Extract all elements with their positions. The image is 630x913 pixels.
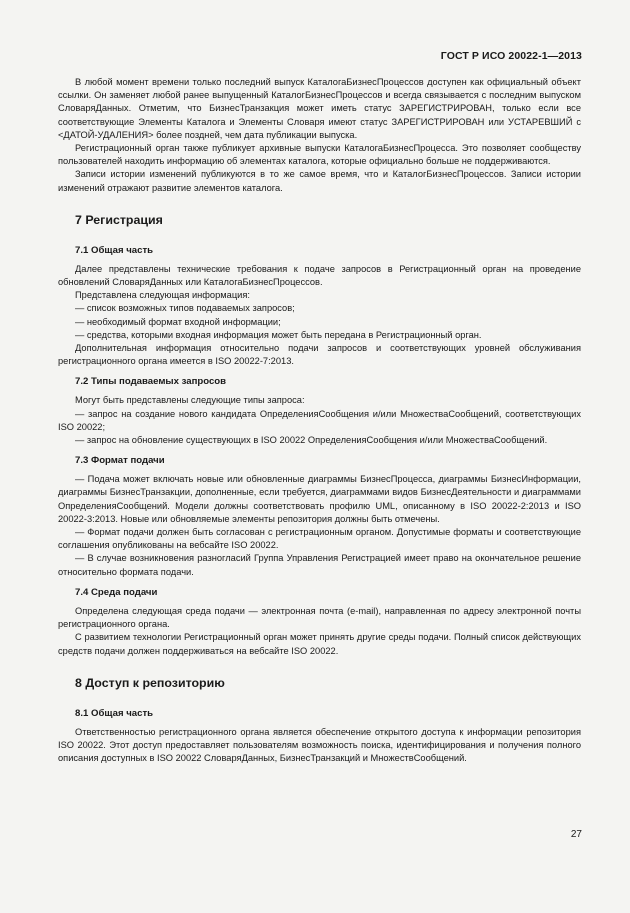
subsection-heading-7-1: 7.1 Общая часть bbox=[75, 244, 154, 256]
paragraph: Дополнительная информация относительно подачи запросов и соответствующих уровней обслуживания регистрационного органа имеется в ISO 20022-7:2013. bbox=[58, 343, 581, 367]
list-item: — запрос на обновление существующих в ISO 20022 ОпределенияСообщения и/или МножестваСообщений. bbox=[75, 435, 548, 446]
paragraph: Далее представлены технические требования к подаче запросов в Регистрационный орган на проведение обновлений СловаряДанных или КаталогаБизнесПроцессов. bbox=[58, 263, 581, 288]
paragraph: Могут быть представлены следующие типы запроса: bbox=[75, 395, 305, 406]
list-item: — В случае возникновения разногласий Группа Управления Регистрацией имеет право на окончательное решение относительно формата подачи. bbox=[58, 553, 581, 577]
list-item: — Формат подачи должен быть согласован с регистрационным органом. Допустимые форматы и соответствующие соглашения опубликованы на вебсайте ISO 20022. bbox=[58, 527, 581, 551]
page-header: ГОСТ Р ИСО 20022-1—2013 bbox=[440, 50, 582, 62]
paragraph: С развитием технологии Регистрационный орган может принять другие среды подачи. Полный список действующих средств подачи должен поддерживаться на вебсайте ISO 20022. bbox=[58, 632, 581, 656]
list-item: — список возможных типов подаваемых запросов; bbox=[75, 303, 295, 314]
paragraph: Регистрационный орган также публикует архивные выпуски КаталогаБизнесПроцесса. Это позволяет сообществу пользователей находить информацию об элементах каталога, которые официально больше не поддерживаются. bbox=[58, 143, 581, 167]
list-item: — запрос на создание нового кандидата ОпределенияСообщения и/или МножестваСообщений, соответствующих ISO 20022; bbox=[58, 408, 581, 432]
section-heading-8: 8 Доступ к репозиторию bbox=[75, 675, 225, 690]
paragraph: Определена следующая среда подачи — электронная почта (e-mail), направленная по адресу электронной почты регистрационного органа. bbox=[58, 605, 581, 630]
paragraph: Представлена следующая информация: bbox=[75, 290, 250, 301]
subsection-heading-7-3: 7.3 Формат подачи bbox=[75, 455, 165, 467]
subsection-heading-7-4: 7.4 Среда подачи bbox=[75, 586, 158, 598]
paragraph: В любой момент времени только последний выпуск КаталогаБизнесПроцессов доступен как официальный объект ссылки. Он заменяет любой ранее выпущенный КаталогБизнесПроцессов и всегда связывается с последним выпуском СловаряДанных. Отметим, что БизнесТранзакция может иметь статус ЗАРЕГИСТРИРОВАН, только если все соответствующие Элементы Каталога и Элементы Словаря имеют статус ЗАРЕГИСТРИРОВАН или УСТАРЕВШИЙ с <ДАТОЙ-УДАЛЕНИЯ> более поздней, чем дата публикации выпуска. bbox=[58, 77, 581, 140]
page-content bbox=[58, 76, 581, 765]
subsection-heading-7-2: 7.2 Типы подаваемых запросов bbox=[75, 376, 227, 388]
paragraph: Записи истории изменений публикуются в то же самое время, что и КаталогБизнесПроцессов. Записи истории изменений отражают развитие элементов каталога. bbox=[58, 169, 581, 193]
subsection-heading-8-1: 8.1 Общая часть bbox=[75, 707, 154, 719]
section-heading-7: 7 Регистрация bbox=[75, 212, 163, 227]
list-item: — средства, которыми входная информация может быть передана в Регистрационный орган. bbox=[75, 329, 482, 340]
list-item: — Подача может включать новые или обновленные диаграммы БизнесПроцесса, диаграммы БизнесИнформации, диаграммы БизнесТранзакции, дополненные, если требуется, диаграммами видов БизнесДеятельности и диаграммами ОпределенияСообщений. Модели должны соответствовать профилю UML, описанному в ISO 20022-2:2013 и ISO 20022-3:2013. Новые или обновляемые элементы репозитория должны быть отмечены. bbox=[58, 474, 581, 524]
paragraph: Ответственностью регистрационного органа является обеспечение открытого доступа к информации репозитория ISO 20022. Этот доступ предоставляет пользователям возможность поиска, идентифицирования и получения полного описания доступных в ISO 20022 СловаряДанных, БизнесТранзакций и МножествСообщений. bbox=[58, 726, 581, 764]
list-item: — необходимый формат входной информации; bbox=[75, 316, 281, 327]
page-number: 27 bbox=[570, 829, 582, 840]
